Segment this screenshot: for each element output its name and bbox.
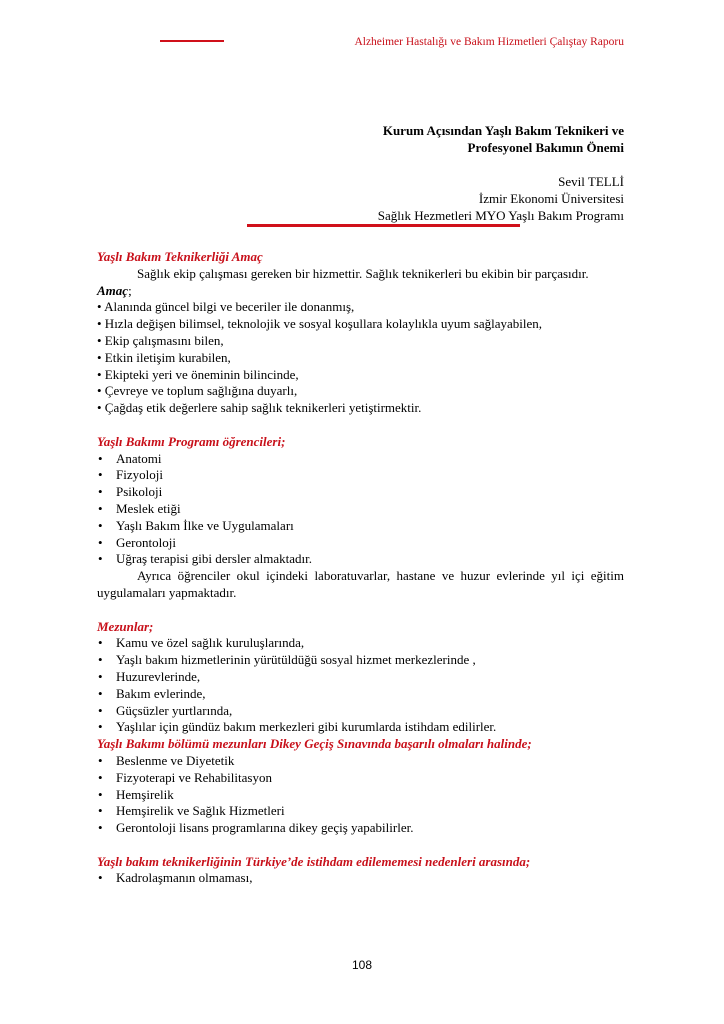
article-title <box>383 122 624 156</box>
list-item: • Beslenme ve Diyetetik <box>97 753 624 770</box>
main-content <box>97 249 624 887</box>
section-1-paragraph: Sağlık ekip çalışması gereken bir hizmettir. Sağlık teknikerleri bu ekibin bir parçasıdır. <box>137 265 589 281</box>
amac-label: Amaç <box>97 282 129 298</box>
list-item: • Ekip çalışmasını bilen, <box>97 332 224 348</box>
list-item: • Bakım evlerinde, <box>97 686 624 703</box>
section-1-list <box>97 299 624 417</box>
page-number: 108 <box>351 958 373 972</box>
list-item: • Gerontoloji lisans programlarına dikey geçiş yapabilirler. <box>97 820 624 837</box>
list-item: • Çevreye ve toplum sağlığına duyarlı, <box>97 383 298 399</box>
author-name: Sevil TELLİ <box>558 174 624 189</box>
list-item: • Kadrolaşmanın olmaması, <box>97 870 624 887</box>
list-item: • Ekipteki yeri ve öneminin bilincinde, <box>97 366 299 382</box>
list-item: • Meslek etiği <box>97 501 624 518</box>
list-item: • Huzurevlerinde, <box>97 669 624 686</box>
list-item: • Hızla değişen bilimsel, teknolojik ve sosyal koşullara kolaylıkla uyum sağlayabilen, <box>97 316 543 332</box>
list-item: • Kamu ve özel sağlık kuruluşlarında, <box>97 635 624 652</box>
section-2-heading: Yaşlı Bakımı Programı öğrencileri; <box>97 433 286 449</box>
list-item: • Alanında güncel bilgi ve beceriler ile donanmış, <box>97 299 355 315</box>
article-title-line-1: Kurum Açısından Yaşlı Bakım Teknikeri ve <box>382 123 624 138</box>
list-item: • Hemşirelik ve Sağlık Hizmetleri <box>97 803 624 820</box>
list-item: • Fizyoterapi ve Rehabilitasyon <box>97 770 624 787</box>
section-5-heading: Yaşlı bakım teknikerliğinin Türkiye’de istihdam edilememesi nedenleri arasında; <box>97 853 531 869</box>
amac-label-suffix: ; <box>128 282 132 298</box>
section-1-sublabel <box>97 283 624 300</box>
section-4-list <box>97 753 624 837</box>
list-item: • Gerontoloji <box>97 535 624 552</box>
list-item: • Yaşlılar için gündüz bakım merkezleri gibi kurumlarda istihdam edilirler. <box>97 719 624 736</box>
list-item: • Güçsüzler yurtlarında, <box>97 703 624 720</box>
list-item: • Hemşirelik <box>97 787 624 804</box>
list-item: • Etkin iletişim kurabilen, <box>97 349 231 365</box>
list-item: • Yaşlı Bakım İlke ve Uygulamaları <box>97 518 624 535</box>
list-item: • Yaşlı bakım hizmetlerinin yürütüldüğü sosyal hizmet merkezlerinde , <box>97 652 624 669</box>
section-4-heading: Yaşlı Bakımı bölümü mezunları Dikey Geçiş Sınavında başarılı olmaları halinde; <box>97 736 532 752</box>
list-item: • Uğraş terapisi gibi dersler almaktadır. <box>97 551 624 568</box>
section-3-heading: Mezunlar; <box>97 618 154 634</box>
list-item: • Anatomi <box>97 451 624 468</box>
section-5-list <box>97 870 624 887</box>
article-title-line-2: Profesyonel Bakımın Önemi <box>467 140 624 155</box>
section-3-list <box>97 635 624 736</box>
section-2-paragraph: Ayrıca öğrenciler okul içindeki laboratuvarlar, hastane ve huzur evlerinde yıl içi eğitim uygulamaları yapmaktadır. <box>97 568 624 600</box>
author-block <box>378 173 624 224</box>
running-header: Alzheimer Hastalığı ve Bakım Hizmetleri Çalıştay Raporu <box>354 36 624 48</box>
list-item: • Psikoloji <box>97 484 624 501</box>
list-item: • Fizyoloji <box>97 467 624 484</box>
header-rule <box>160 40 224 42</box>
section-1-heading: Yaşlı Bakım Teknikerliği Amaç <box>97 249 263 264</box>
title-divider <box>247 224 520 227</box>
list-item: • Çağdaş etik değerlere sahip sağlık teknikerleri yetiştirmektir. <box>97 400 422 416</box>
author-program: Sağlık Hezmetleri MYO Yaşlı Bakım Programı <box>377 208 624 223</box>
author-university: İzmir Ekonomi Üniversitesi <box>478 191 624 206</box>
section-2-list <box>97 451 624 569</box>
